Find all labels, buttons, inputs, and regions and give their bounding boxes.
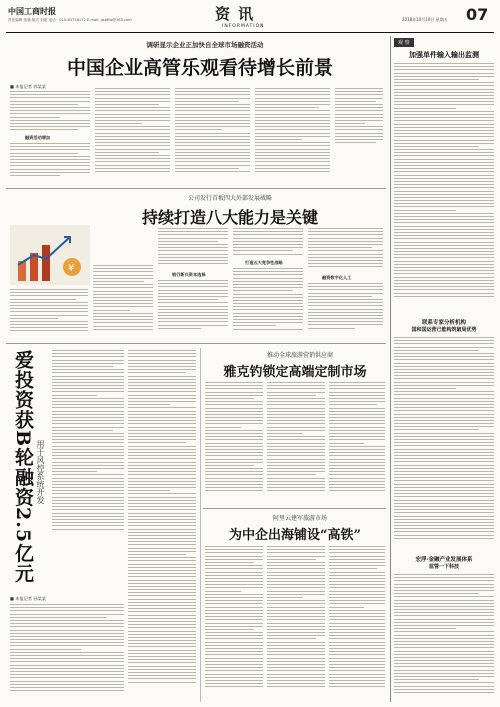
story5-text-col1 <box>205 546 263 702</box>
section-english: INFORMATION <box>222 24 265 29</box>
story2-text-col4b <box>233 268 303 337</box>
story2-text-col5b <box>308 283 383 337</box>
story3-vertical-subhead: 用于风控系统开发 <box>36 440 45 504</box>
story2-headline: 持续打造八大能力是关键 <box>141 208 318 227</box>
story2-divider <box>6 343 386 344</box>
story2-text-col4 <box>233 228 303 258</box>
story1-byline: ■ 本报记者 郭某某 <box>10 84 46 89</box>
story5-headline: 为中企出海铺设“高铁” <box>229 528 361 543</box>
story4-text-col3 <box>329 382 385 502</box>
sidebar-title-3a: 宏浮·金融产业发展体系 <box>415 557 473 563</box>
story4-kicker: 推动全球旅游营销供应商 <box>266 352 333 359</box>
story4-headline: 雅克钓锁定高端定制市场 <box>223 365 367 380</box>
story3-text-col1b <box>10 604 124 702</box>
growth-illustration <box>10 225 90 285</box>
story1-text-col2 <box>95 88 170 180</box>
sidebar-text-3 <box>394 574 494 702</box>
story1-divider <box>6 188 386 189</box>
story3-vertical-headline: 爱投资获B轮融资2.5亿元 <box>12 350 34 584</box>
story3-text-col1 <box>52 350 124 548</box>
story1-headline: 中国企业高管乐观看待增长前景 <box>66 57 333 79</box>
svg-text:¥: ¥ <box>68 263 75 274</box>
sidebar-rule <box>390 36 391 702</box>
story2-text-col3b <box>158 280 228 337</box>
story1-text-col5 <box>335 88 383 148</box>
masthead <box>0 0 500 36</box>
issue-date: 2018年10月19日 星期五 <box>402 17 448 22</box>
story1-text-col1b <box>10 143 90 180</box>
story4-divider <box>203 508 386 509</box>
story2-text-col2 <box>93 265 153 337</box>
story2-subhead-b: 打造五大竞争性战略 <box>245 260 283 265</box>
sidebar-title-2b: 国和国运营已能构筑破局优势 <box>411 327 477 333</box>
page-number: 07 <box>466 5 489 24</box>
story2-text-col5 <box>308 228 383 273</box>
sidebar-title-3b: 监管一下科技 <box>428 564 459 570</box>
story5-text-col3 <box>329 546 385 702</box>
story3-byline: ■ 本报记者 孙某某 <box>10 596 46 601</box>
sidebar-text-2 <box>394 337 494 552</box>
story2-text-col1 <box>10 289 88 337</box>
sidebar-tag: 观 察 <box>394 38 414 47</box>
story1-subhead: 融资活动增加 <box>25 135 51 140</box>
section-title: 资讯 <box>215 5 262 23</box>
story1-text-col4 <box>255 88 330 180</box>
story5-text-col2 <box>267 546 325 702</box>
story5-kicker: 阿里云建军旅游市场 <box>272 515 327 522</box>
paper-name: 中国工商时报 <box>8 7 56 16</box>
story4-text-col1 <box>205 382 263 502</box>
story2-text-col3 <box>158 228 228 270</box>
masthead-rule <box>6 32 494 33</box>
story1-text-col3 <box>175 88 250 180</box>
story2-subhead-a: 银行新兴资本选择 <box>172 272 206 277</box>
story2-kicker: 公司发行首板四大外部发展战略 <box>187 195 272 202</box>
story4-text-col2 <box>267 382 325 502</box>
story2-subhead-c: 融资数字化人工 <box>322 275 352 280</box>
sidebar-title-2a: 联系专家分析机构 <box>421 320 466 326</box>
story1-kicker: 调研显示企业正加快自全球市场融资活动 <box>146 41 264 49</box>
story3-text-col2 <box>128 350 196 702</box>
sidebar-text-1 <box>394 63 494 313</box>
masthead-info: 责任编辑 张晓 版式 刘建 电话：010-83728172 E-mail: gsbfbs@163.com <box>8 18 132 22</box>
sidebar-title-1: 加强单件输入输出监测 <box>409 50 479 59</box>
story3-col-rule <box>200 348 201 702</box>
story1-text-col1 <box>10 91 90 134</box>
